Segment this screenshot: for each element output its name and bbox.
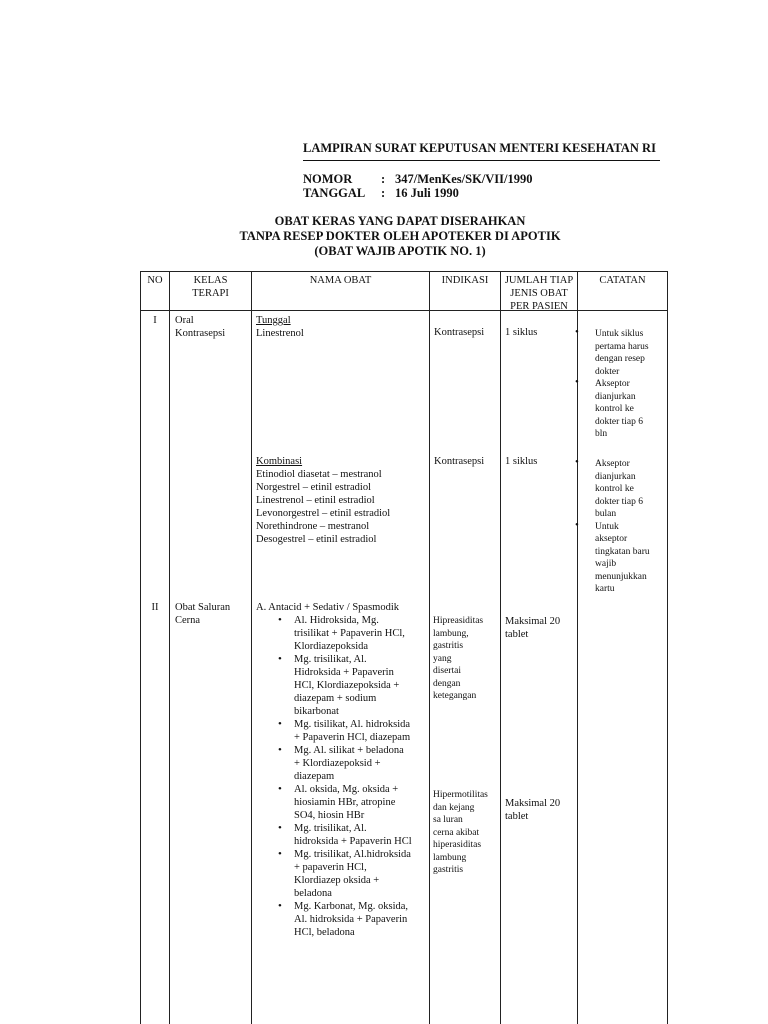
drug-line: diazepam + sodium: [294, 693, 377, 704]
drug-list-item: [276, 822, 428, 848]
indikasi-line: dengan: [433, 678, 461, 689]
kombinasi-item: Norethindrone – mestranol: [256, 521, 370, 532]
row-1-kombinasi: [256, 455, 390, 546]
table-top-border: [140, 271, 668, 272]
tunggal-label: Tunggal: [256, 315, 291, 326]
header-indikasi: INDIKASI: [441, 275, 489, 286]
indikasi-line: sa luran: [433, 815, 463, 825]
header-jumlah-line: PER PASIEN: [510, 301, 568, 312]
drug-line: • Al. oksida, Mg. oksida +: [294, 784, 399, 795]
indikasi-line: dan kejang: [433, 802, 475, 813]
indikasi-line: lambung: [433, 852, 467, 863]
jumlah-line: tablet: [505, 629, 529, 640]
indikasi-line: yang: [433, 653, 452, 664]
drug-line: Klordiazep oksida +: [294, 875, 380, 886]
drug-line: • Al. Hidroksida, Mg.: [294, 615, 379, 626]
note-line: dokter tiap 6: [595, 416, 644, 427]
doc-title-line-1: OBAT KERAS YANG DAPAT DISERAHKAN: [274, 214, 526, 228]
jumlah-line: Maksimal 20: [505, 798, 561, 809]
header-jumlah: [501, 274, 577, 313]
row-2-jumlah-1: [505, 615, 560, 641]
note-line: • Untuk: [595, 521, 619, 532]
drug-list-item: [276, 718, 428, 744]
indikasi-line: cerna akibat: [433, 827, 480, 838]
row-1-catatan: [578, 328, 668, 441]
table-col-border: [251, 271, 252, 1024]
note-line: tingkatan baru: [595, 546, 650, 557]
tanggal-label: TANGGAL: [303, 186, 366, 200]
catatan-note: [578, 378, 668, 441]
nomor-colon: :: [381, 172, 386, 186]
table-col-border: [500, 271, 501, 1024]
row-1-jumlah: 1 siklus: [505, 327, 538, 338]
header-jumlah-line: JENIS OBAT: [510, 288, 568, 299]
note-line: dengan resep: [595, 354, 645, 364]
header-catatan: CATATAN: [599, 275, 646, 286]
drug-list-item: [276, 614, 428, 653]
drug-list-item: [276, 900, 428, 939]
note-line: dokter: [595, 366, 620, 377]
drug-list-item: [276, 848, 428, 900]
kombinasi-item: Norgestrel – etinil estradiol: [256, 482, 371, 493]
kelas-line: Cerna: [175, 615, 201, 626]
drug-line: bikarbonat: [294, 706, 339, 717]
note-line: dokter tiap 6: [595, 496, 644, 507]
note-line: • Akseptor: [595, 459, 630, 469]
drug-line: • Mg. Karbonat, Mg. oksida,: [294, 901, 409, 912]
kelas-line: Kontrasepsi: [175, 328, 226, 339]
note-line: pertama harus: [595, 341, 649, 352]
header-kelas-line: KELAS: [193, 275, 228, 286]
document-header-title: LAMPIRAN SURAT KEPUTUSAN MENTERI KESEHATAN RI: [303, 141, 660, 161]
drug-line: • Mg. trisilikat, Al.: [294, 823, 367, 834]
indikasi-line: Hipermotilitas: [433, 790, 488, 800]
kombinasi-indikasi: Kontrasepsi: [434, 456, 485, 467]
drug-line: • Mg. trisilikat, Al.hidroksida: [294, 849, 411, 860]
indikasi-line: lambung,: [433, 628, 469, 639]
note-line: bulan: [595, 509, 617, 519]
kombinasi-item: Levonorgestrel – etinil estradiol: [256, 508, 391, 519]
note-line: kontrol ke: [595, 404, 634, 414]
drug-line: diazepam: [294, 771, 335, 782]
table-col-border: [429, 271, 430, 1024]
row-1-kelas: [175, 314, 225, 340]
note-line: • Untuk siklus: [595, 329, 644, 339]
drug-line: Hidroksida + Papaverin: [294, 667, 394, 678]
header-nama-obat: NAMA OBAT: [309, 275, 372, 286]
row-2-kelas: [175, 601, 230, 627]
drug-line: Al. hidroksida + Papaverin: [294, 914, 408, 925]
drug-line: beladona: [294, 888, 332, 899]
note-line: wajib: [595, 559, 617, 569]
nomor-value: 347/MenKes/SK/VII/1990: [395, 172, 533, 186]
kombinasi-catatan: [578, 458, 668, 596]
tanggal-row: [303, 186, 459, 201]
kombinasi-jumlah: 1 siklus: [505, 456, 538, 467]
note-line: dianjurkan: [595, 391, 636, 402]
header-kelas-terapi: [170, 274, 251, 300]
kombinasi-item: Etinodiol diasetat – mestranol: [256, 469, 382, 480]
header-jumlah-line: JUMLAH TIAP: [504, 275, 574, 286]
row-2-indikasi-1: [433, 615, 483, 703]
drug-line: hidroksida + Papaverin HCl: [294, 836, 412, 847]
drug-line: + papaverin HCl,: [294, 862, 367, 873]
drug-line: • Mg. tisilikat, Al. hidroksida: [294, 719, 411, 730]
doc-title-line-3: (OBAT WAJIB APOTIK NO. 1): [314, 244, 486, 258]
row-2-indikasi-2: [433, 789, 488, 877]
row-2-nama-obat: [256, 601, 428, 939]
indikasi-line: gastritis: [433, 641, 464, 651]
jumlah-line: Maksimal 20: [505, 616, 561, 627]
kelas-line: Oral: [175, 315, 194, 326]
drug-line: + Papaverin HCl, diazepam: [294, 732, 411, 743]
header-kelas-line: TERAPI: [192, 288, 229, 299]
nomor-row: [303, 172, 533, 187]
indikasi-line: hiperasiditas: [433, 840, 482, 850]
row-2-no: II: [151, 602, 159, 613]
drug-list-item: [276, 653, 428, 718]
doc-title-line-2: TANPA RESEP DOKTER OLEH APOTEKER DI APOTIK: [239, 229, 561, 243]
catatan-note: [578, 521, 668, 596]
drug-line: • Mg. Al. silikat + beladona: [294, 745, 404, 756]
drug-line: hiosiamin HBr, atropine: [294, 797, 396, 808]
note-line: menunjukkan: [595, 571, 647, 582]
group-a-heading: A. Antacid + Sedativ / Spasmodik: [256, 602, 399, 613]
indikasi-line: gastritis: [433, 865, 464, 875]
tanggal-colon: :: [381, 186, 386, 200]
table-col-border: [169, 271, 170, 1024]
drug-line: • Mg. trisilikat, Al.: [294, 654, 367, 665]
tanggal-value: 16 Juli 1990: [395, 186, 459, 200]
kelas-line: Obat Saluran: [175, 602, 231, 613]
note-line: dianjurkan: [595, 471, 636, 482]
table-header-border: [140, 310, 668, 311]
row-1-no: I: [153, 315, 157, 326]
catatan-note: [578, 328, 668, 378]
header-no: NO: [147, 275, 163, 286]
drug-line: HCl, Klordiazepoksida +: [294, 680, 400, 691]
drug-line: Klordiazepoksida: [294, 641, 369, 652]
kombinasi-item: Linestrenol – etinil estradiol: [256, 495, 375, 506]
indikasi-line: ketegangan: [433, 691, 477, 701]
kombinasi-item: Desogestrel – etinil estradiol: [256, 534, 377, 545]
row-1-indikasi: Kontrasepsi: [434, 327, 485, 338]
tunggal-item: Linestrenol: [256, 328, 304, 339]
row-1-tunggal: [256, 314, 304, 340]
kombinasi-label: Kombinasi: [256, 456, 303, 467]
drug-line: + Klordiazepoksid +: [294, 758, 381, 769]
note-line: kontrol ke: [595, 484, 634, 494]
drug-line: HCl, beladona: [294, 927, 355, 938]
row-2-jumlah-2: [505, 797, 560, 823]
nomor-label: NOMOR: [303, 172, 353, 186]
drug-list-item: [276, 744, 428, 783]
table-col-border: [140, 271, 141, 1024]
note-line: • Akseptor: [595, 379, 630, 389]
note-line: bln: [595, 429, 608, 439]
note-line: kartu: [595, 584, 615, 594]
drug-line: SO4, hiosin HBr: [294, 810, 365, 821]
drug-list-item: [276, 783, 428, 822]
indikasi-line: disertai: [433, 666, 461, 676]
catatan-note: [578, 458, 668, 521]
jumlah-line: tablet: [505, 811, 529, 822]
note-line: akseptor: [595, 534, 628, 544]
indikasi-line: Hipreasiditas: [433, 616, 484, 626]
drug-list: [276, 614, 428, 939]
drug-line: trisilikat + Papaverin HCl,: [294, 628, 405, 639]
